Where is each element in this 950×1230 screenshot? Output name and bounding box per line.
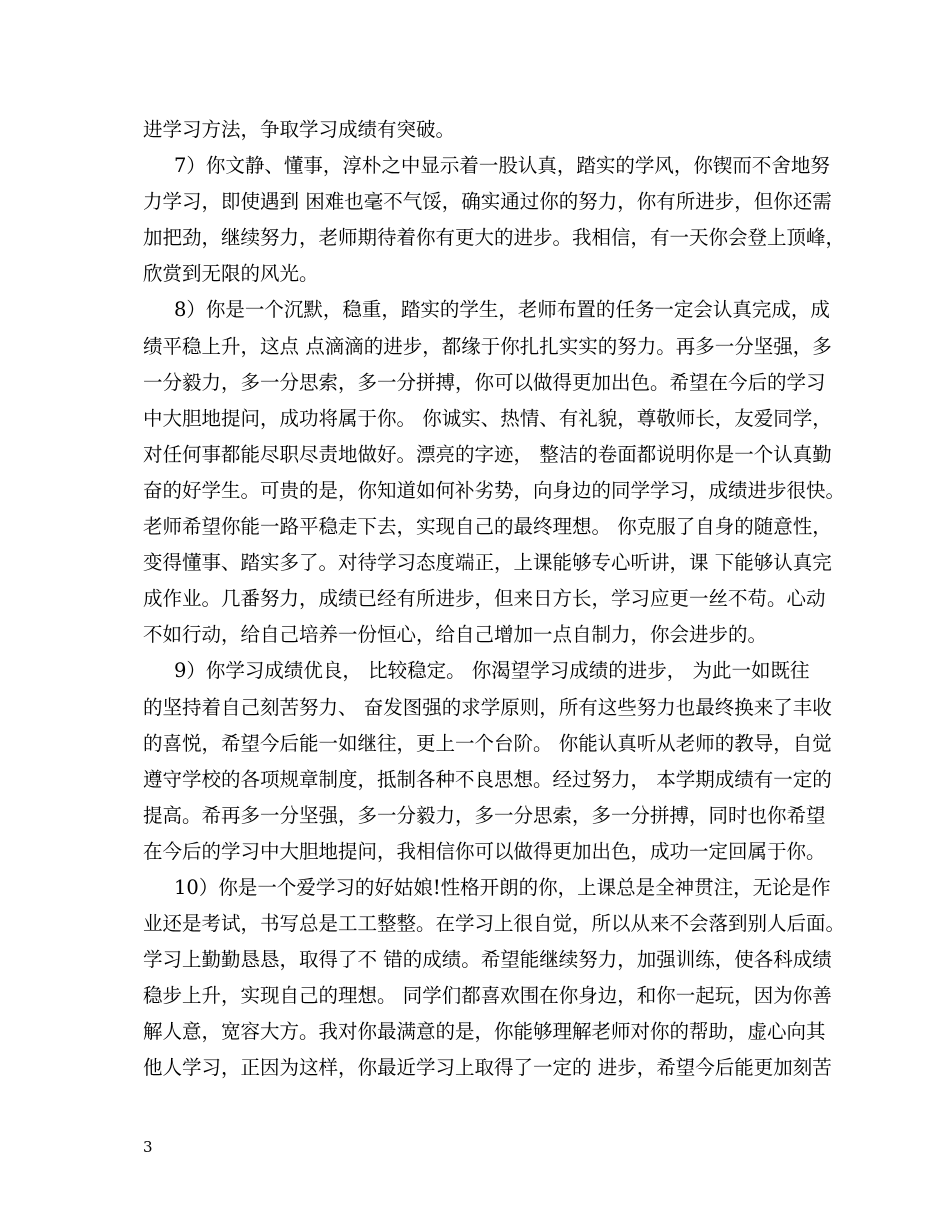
text-line: 对任何事都能尽职尽责地做好。漂亮的字迹， 整洁的卷面都说明你是一个认真勤	[143, 442, 832, 466]
text-line: 业还是考试，书写总是工工整整。在学习上很自觉，所以从来不会落到别人后面。	[143, 912, 846, 936]
text-line: 在今后的学习中大胆地提问，我相信你可以做得更加出色，成功一定回属于你。	[143, 839, 826, 863]
text-line: 稳步上升，实现自己的理想。 同学们都喜欢围在你身边，和你一起玩，因为你善	[143, 984, 832, 1008]
text-line: 奋的好学生。可贵的是，你知道如何补劣势，向身边的同学学习，成绩进步很快。	[143, 478, 846, 502]
paragraph-9-start: 9）你学习成绩优良， 比较稳定。 你渴望学习成绩的进步， 为此一如既往	[174, 659, 810, 683]
text-line: 学习上勤勤恳恳，取得了不 错的成绩。希望能继续努力，加强训练，使各科成绩	[143, 948, 832, 972]
text-line: 遵守学校的各项规章制度，抵制各种不良思想。经过努力， 本学期成绩有一定的	[143, 767, 832, 791]
text-line: 进学习方法，争取学习成绩有突破。	[143, 118, 456, 141]
text-line: 欣赏到无限的风光。	[143, 262, 319, 286]
text-line: 绩平稳上升，这点 点滴滴的进步，都缘于你扎扎实实的努力。再多一分坚强，多	[143, 334, 832, 358]
paragraph-8-start: 8）你是一个沉默，稳重，踏实的学生，老师布置的任务一定会认真完成，成	[174, 298, 830, 322]
text-line: 中大胆地提问，成功将属于你。 你诚实、热情、有礼貌，尊敬师长，友爱同学，	[143, 406, 832, 430]
text-line: 不如行动，给自己培养一份恒心，给自己增加一点自制力，你会进步的。	[143, 623, 768, 647]
text-line: 解人意，宽容大方。我对你最满意的是，你能够理解老师对你的帮助，虚心向其	[143, 1020, 826, 1044]
text-line: 他人学习，正因为这样，你最近学习上取得了一定的 进步，希望今后能更加刻苦	[143, 1056, 832, 1080]
text-line: 变得懂事、踏实多了。对待学习态度端正，上课能够专心听讲，课 下能够认真完	[143, 551, 832, 575]
text-line: 成作业。几番努力，成绩已经有所进步，但来日方长，学习应更一丝不苟。心动	[143, 587, 826, 611]
text-line: 的坚持着自己刻苦努力、 奋发图强的求学原则，所有这些努力也最终换来了丰收	[143, 695, 832, 719]
text-line: 的喜悦，希望今后能一如继往，更上一个台阶。 你能认真听从老师的教导，自觉	[143, 731, 832, 755]
paragraph-7-start: 7）你文静、懂事，淳朴之中显示着一股认真，踏实的学风，你锲而不舍地努	[174, 154, 830, 178]
text-line: 提高。希再多一分坚强，多一分毅力，多一分思索，多一分拼搏，同时也你希望	[143, 803, 826, 827]
paragraph-10-start: 10）你是一个爱学习的好姑娘!性格开朗的你，上课总是全神贯注，无论是作	[174, 875, 831, 899]
text-line: 加把劲，继续努力，老师期待着你有更大的进步。我相信，有一天你会登上顶峰，	[143, 226, 846, 250]
page-number: 3	[143, 1138, 153, 1156]
text-line: 老师希望你能一路平稳走下去，实现自己的最终理想。 你克服了自身的随意性，	[143, 515, 832, 539]
text-line: 一分毅力，多一分思索，多一分拼搏，你可以做得更加出色。希望在今后的学习	[143, 370, 826, 394]
text-line: 力学习，即使遇到 困难也毫不气馁，确实通过你的努力，你有所进步，但你还需	[143, 190, 832, 214]
document-body	[143, 112, 846, 1087]
